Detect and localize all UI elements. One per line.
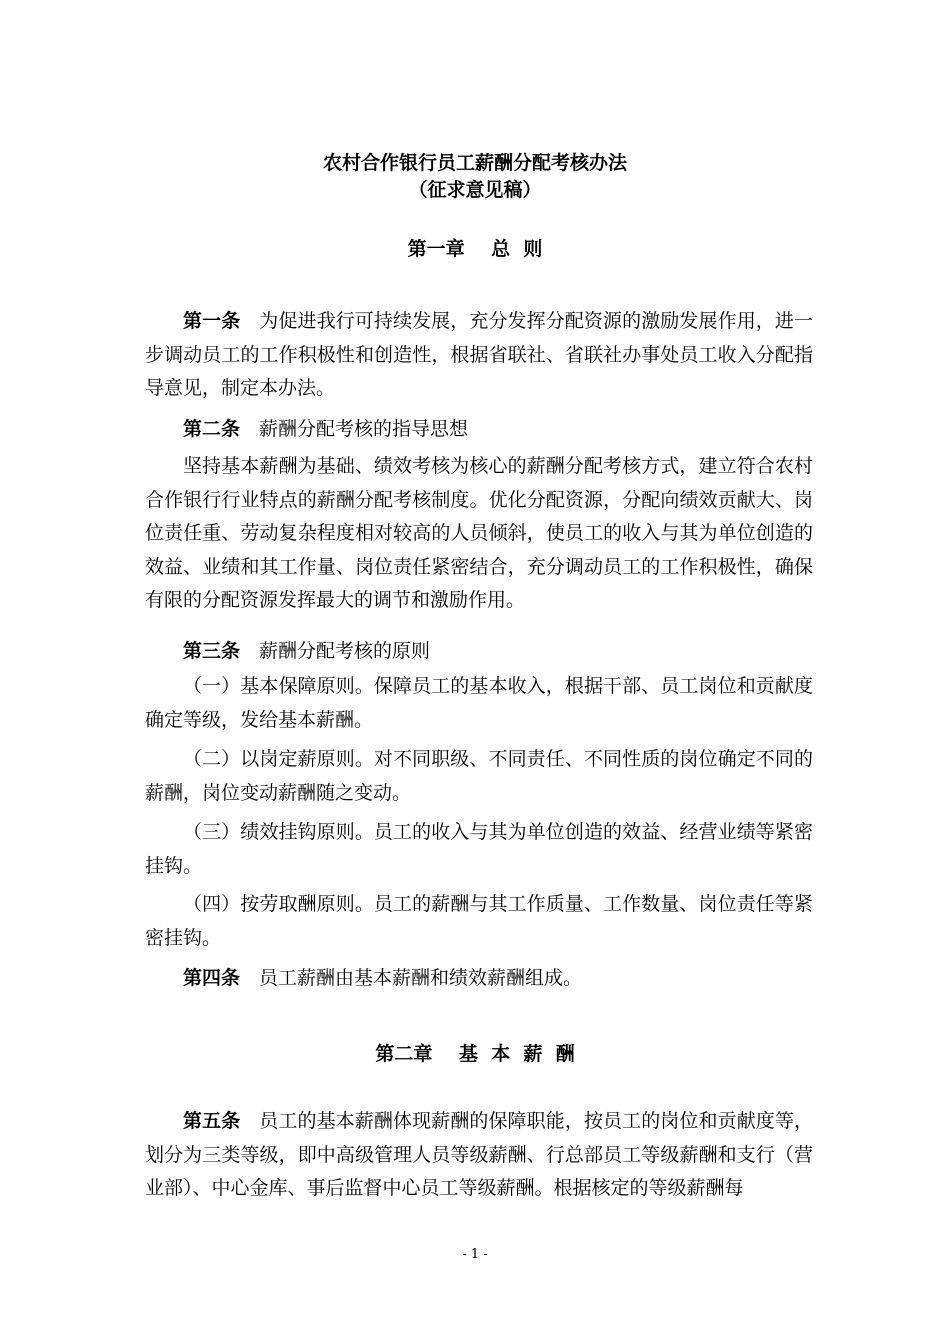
principle-1 <box>145 670 813 737</box>
paragraph-text: 坚持基本薪酬为基础、绩效考核为核心的薪酬分配考核方式，建立符合农村合作银行行业特点的薪酬分配考核制度。优化分配资源，分配向绩效贡献大、岗位责任重、劳动复杂程度相对较高的人员倾斜，使员工的收入与其为单位创造的效益、业绩和其工作量、岗位责任紧密结合，充分调动员工的工作积极性，确保有限的分配资源发挥最大的调节和激励作用。 <box>145 455 813 611</box>
document-subtitle: （征求意见稿） <box>408 179 542 201</box>
article-3 <box>145 635 813 669</box>
article-2 <box>145 413 813 447</box>
article-text: 薪酬分配考核的指导思想 <box>259 418 469 440</box>
page-number: - 1 - <box>462 1247 488 1262</box>
chapter-heading-1: 第一章 总 则 <box>407 238 543 260</box>
article-label: 第一条 <box>183 310 241 332</box>
paragraph-text: （二）以岗定薪原则。对不同职级、不同责任、不同性质的岗位确定不同的薪酬，岗位变动薪酬随之变动。 <box>145 748 813 804</box>
article-4 <box>145 962 813 996</box>
article-2-body <box>145 450 813 618</box>
article-label: 第四条 <box>183 967 241 989</box>
chapter-heading-2: 第二章 基 本 薪 酬 <box>375 1043 575 1065</box>
principle-3 <box>145 816 813 883</box>
paragraph-text: （三）绩效挂钩原则。员工的收入与其为单位创造的效益、经营业绩等紧密挂钩。 <box>145 821 813 877</box>
article-text: 员工的基本薪酬体现薪酬的保障职能，按员工的岗位和贡献度等，划分为三类等级，即中高级管理人员等级薪酬、行总部员工等级薪酬和支行（营业部）、中心金库、事后监督中心员工等级薪酬。根据核定的等级薪酬每 <box>145 1110 813 1199</box>
principle-2 <box>145 743 813 810</box>
article-text: 员工薪酬由基本薪酬和绩效薪酬组成。 <box>259 967 583 989</box>
article-text: 为促进我行可持续发展，充分发挥分配资源的激励发展作用，进一步调动员工的工作积极性和创造性，根据省联社、省联社办事处员工收入分配指导意见，制定本办法。 <box>145 310 813 399</box>
document-title: 农村合作银行员工薪酬分配考核办法 <box>322 152 627 174</box>
paragraph-text: （一）基本保障原则。保障员工的基本收入，根据干部、员工岗位和贡献度确定等级，发给基本薪酬。 <box>145 675 813 731</box>
article-label: 第五条 <box>183 1110 241 1132</box>
principle-4 <box>145 888 813 955</box>
article-5 <box>145 1105 813 1206</box>
article-label: 第三条 <box>183 640 241 662</box>
article-text: 薪酬分配考核的原则 <box>259 640 431 662</box>
article-1 <box>145 305 813 406</box>
article-label: 第二条 <box>183 418 241 440</box>
paragraph-text: （四）按劳取酬原则。员工的薪酬与其工作质量、工作数量、岗位责任等紧密挂钩。 <box>145 893 813 949</box>
